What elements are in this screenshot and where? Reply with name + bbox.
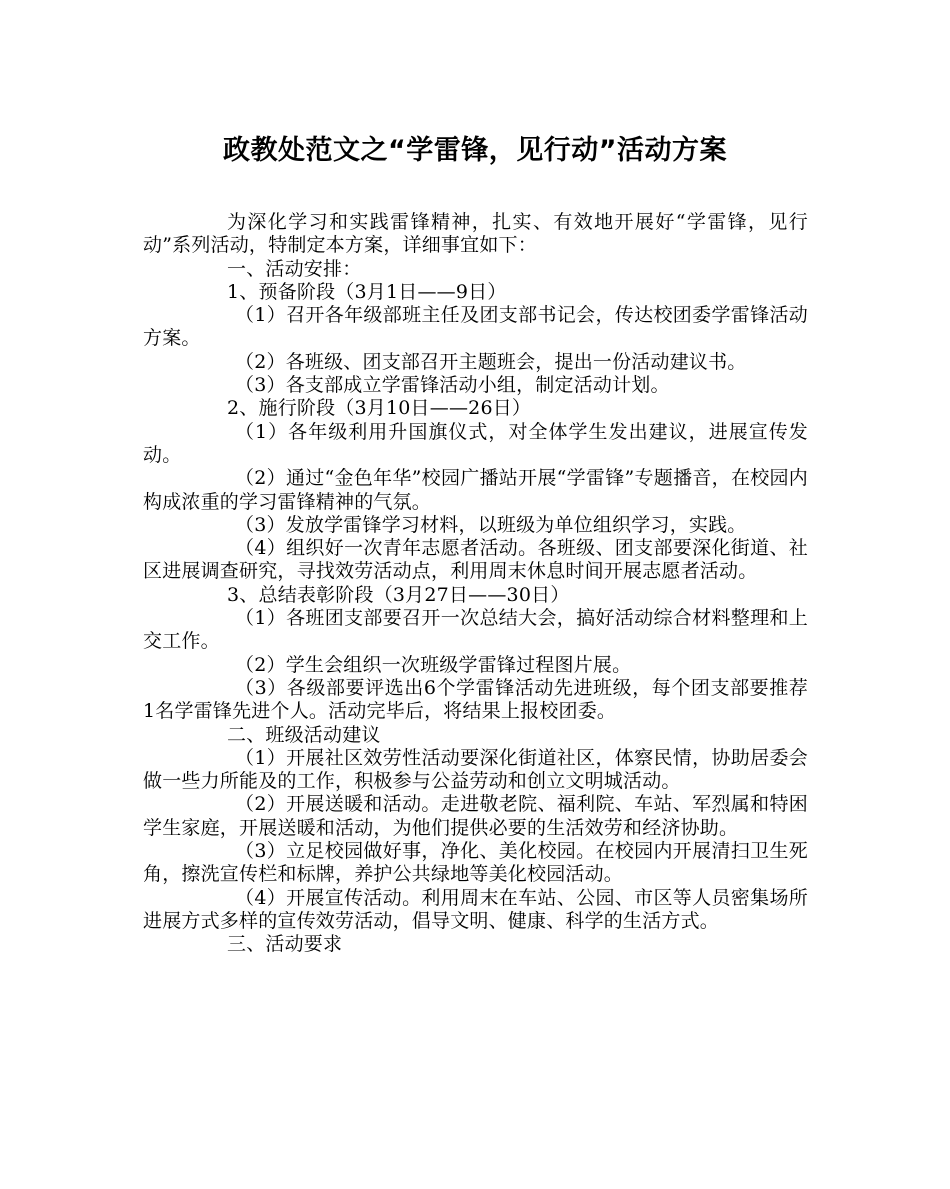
stage-heading-implementation: 2、施行阶段（3月10日——26日） (227, 397, 532, 420)
list-item: （2）通过“金色年华”校园广播站开展“学雷锋”专题播音，在校园内构成浓重的学习雷锋精神的气氛。 (143, 467, 808, 513)
section-heading-class-suggestions: 二、班级活动建议 (227, 723, 381, 746)
list-item: （4）组织好一次青年志愿者活动。各班级、团支部要深化街道、社区进展调查研究，寻找效劳活动点，利用周末休息时间开展志愿者活动。 (143, 537, 808, 583)
paragraph-intro: 为深化学习和实践雷锋精神，扎实、有效地开展好“学雷锋，见行动”系列活动，特制定本方案，详细事宜如下： (143, 211, 808, 257)
list-item: （4）开展宣传活动。利用周末在车站、公园、市区等人员密集场所进展方式多样的宣传效劳活动，倡导文明、健康、科学的生活方式。 (143, 886, 808, 932)
list-item: （3）各级部要评选出6个学雷锋活动先进班级，每个团支部要推荐1名学雷锋先进个人。活动完毕后，将结果上报校团委。 (143, 676, 808, 723)
list-item: （2）开展送暖和活动。走进敬老院、福利院、车站、军烈属和特困学生家庭，开展送暖和活动，为他们提供必要的生活效劳和经济协助。 (143, 793, 808, 839)
stage-heading-summary: 3、总结表彰阶段（3月27日——30日） (227, 583, 570, 606)
list-item: （3）立足校园做好事，净化、美化校园。在校园内开展清扫卫生死角，擦洗宣传栏和标牌，养护公共绿地等美化校园活动。 (143, 840, 808, 886)
list-item: （1）各班团支部要召开一次总结大会，搞好活动综合材料整理和上交工作。 (143, 607, 808, 653)
document-title: 政教处范文之“学雷锋，见行动”活动方案 (223, 135, 727, 166)
list-item: （3）发放学雷锋学习材料，以班级为单位组织学习，实践。 (235, 513, 747, 536)
section-heading-requirements: 三、活动要求 (227, 933, 343, 956)
section-heading-arrangement: 一、活动安排： (227, 257, 362, 280)
list-item: （2）学生会组织一次班级学雷锋过程图片展。 (235, 653, 632, 676)
list-item: （1）召开各年级部班主任及团支部书记会，传达校团委学雷锋活动方案。 (143, 304, 808, 350)
list-item: （3）各支部成立学雷锋活动小组，制定活动计划。 (235, 374, 670, 397)
stage-heading-preparation: 1、预备阶段（3月1日——9日） (227, 280, 507, 303)
list-item: （2）各班级、团支部召开主题班会，提出一份活动建议书。 (235, 350, 747, 373)
list-item: （1）各年级利用升国旗仪式，对全体学生发出建议，进展宣传发动。 (143, 420, 808, 466)
document-body (143, 211, 808, 957)
list-item: （1）开展社区效劳性活动要深化街道社区，体察民情，协助居委会做一些力所能及的工作，积极参与公益劳动和创立文明城活动。 (143, 746, 808, 793)
